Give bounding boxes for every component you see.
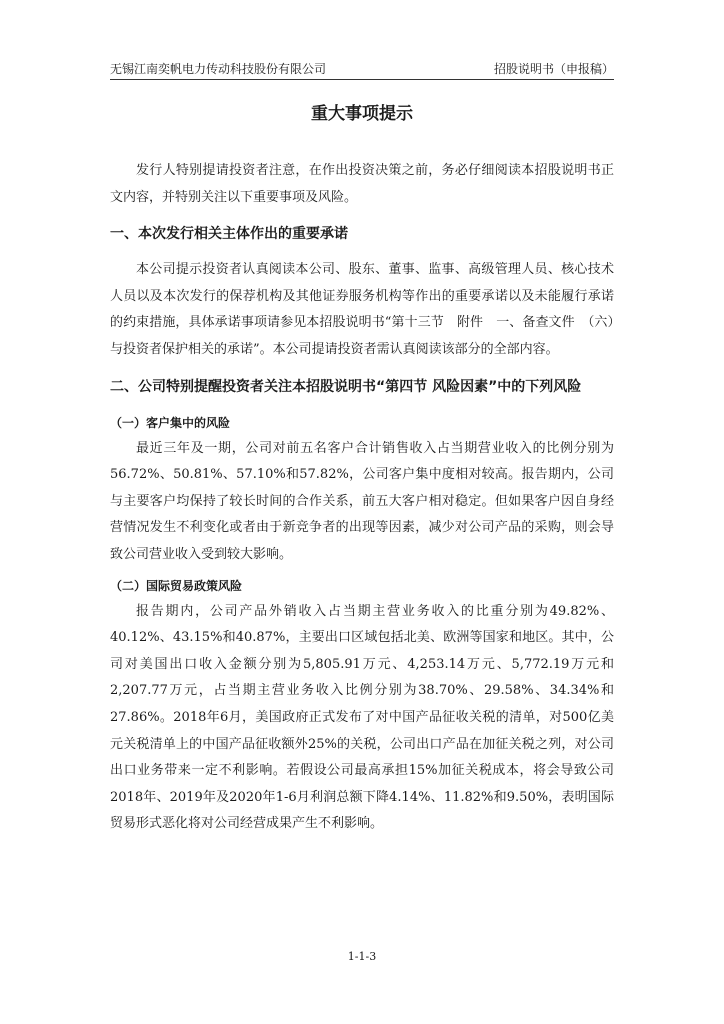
subsection-customer-concentration-heading: （一）客户集中的风险 xyxy=(110,415,231,430)
page-title: 重大事项提示 xyxy=(311,104,413,124)
page-number: 1-1-3 xyxy=(347,950,377,963)
page-header xyxy=(110,58,614,80)
section-2-heading: 二、公司特别提醒投资者关注本招股说明书“第四节 风险因素”中的下列风险 xyxy=(110,378,582,395)
subsection-trade-policy-heading: （二）国际贸易政策风险 xyxy=(110,578,243,593)
subsection-trade-policy-paragraph: 报告期内，公司产品外销收入占当期主营业务收入的比重分别为49.82%、40.12%、43.15%和40.87%，主要出口区域包括北美、欧洲等国家和地区。其中，公司对美国出口收入金额分别为5,805.91万元、4,253.14万元、5,772.19万元和2,207.77万元，占当期主营业务收入比例分别为38.70%、29.58%、34.34%和27.86%。2018年6月，美国政府正式发布了对中国产品征收关税的清单，对500亿美元关税清单上的中国产品征收额外25%的关税，公司出口产品在加征关税之列，对公司出口业务带来一定不利影响。若假设公司最高承担15%加征关税成本，将会导致公司2018年、2019年及2020年1-6月利润总额下降4.14%、11.82%和9.50%，表明国际贸易形式恶化将对公司经营成果产生不利影响。 xyxy=(110,603,614,832)
subsection-customer-concentration-paragraph: 最近三年及一期，公司对前五名客户合计销售收入占当期营业收入的比例分别为56.72%、50.81%、57.10%和57.82%，公司客户集中度相对较高。报告期内，公司与主要客户均保持了较长时间的合作关系，前五大客户相对稳定。但如果客户因自身经营情况发生不利变化或者由于新竞争者的出现等因素，减少对公司产品的采购，则会导致公司营业收入受到较大影响。 xyxy=(110,440,614,562)
document-body xyxy=(110,100,614,838)
intro-paragraph: 发行人特别提请投资者注意，在作出投资决策之前，务必仔细阅读本招股说明书正文内容，并特别关注以下重要事项及风险。 xyxy=(110,163,614,205)
header-company: 无锡江南奕帆电力传动科技股份有限公司 xyxy=(110,62,327,76)
header-doc-type: 招股说明书（申报稿） xyxy=(493,62,614,76)
section-1-paragraph: 本公司提示投资者认真阅读本公司、股东、董事、监事、高级管理人员、核心技术人员以及本次发行的保荐机构及其他证券服务机构等作出的重要承诺以及未能履行承诺的约束措施，具体承诺事项请参见本招股说明书“第十三节 附件 一、备查文件 （六）与投资者保护相关的承诺”。本公司提请投资者需认真阅读该部分的全部内容。 xyxy=(110,262,614,357)
section-1-heading: 一、本次发行相关主体作出的重要承诺 xyxy=(110,226,348,243)
